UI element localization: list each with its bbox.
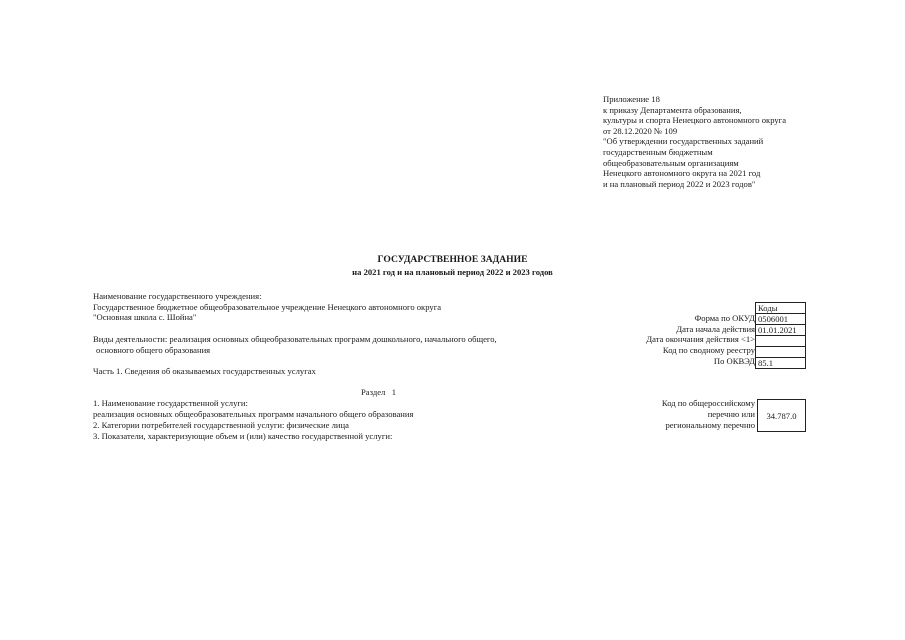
consumer-category: 2. Категории потребителей государственной услуги: физические лица — [93, 420, 349, 430]
start-date-label: Дата начала действия — [676, 324, 755, 334]
codes-header: Коды — [758, 303, 778, 313]
service-code-label-line: региональному перечню — [665, 419, 755, 430]
service-code-label — [662, 398, 755, 430]
okud-label: Форма по ОКУД — [694, 313, 755, 323]
institution-name-short: "Основная школа с. Шойна" — [93, 312, 197, 322]
institution-label: Наименование государственного учреждения: — [93, 291, 262, 301]
appendix-line: культуры и спорта Ненецкого автономного округа — [603, 115, 787, 126]
appendix-line: Приложение 18 — [603, 94, 660, 104]
part-heading: Часть 1. Сведения об оказываемых государственных услугах — [93, 366, 316, 376]
service-code-label-line: перечню или — [707, 408, 755, 419]
appendix-line: "Об утверждении государственных заданий — [603, 136, 764, 147]
service-code-label-line: Код по общероссийскому — [661, 398, 755, 408]
activity-line: Виды деятельности: реализация основных общеобразовательных программ дошкольного, начального общего, — [93, 334, 497, 344]
okved-value: 85.1 — [756, 357, 805, 368]
registry-code-label: Код по сводному реестру — [662, 345, 755, 355]
service-name: реализация основных общеобразовательных программ начального общего образования — [93, 409, 414, 419]
appendix-line: государственным бюджетным — [603, 146, 713, 157]
institution-name: Государственное бюджетное общеобразовательное учреждение Ненецкого автономного округа — [93, 302, 442, 312]
service-name-label: 1. Наименование государственной услуги: — [93, 398, 248, 408]
appendix-line: от 28.12.2020 № 109 — [603, 125, 678, 136]
section-heading: Раздел 1 — [361, 387, 397, 397]
codes-table — [755, 302, 806, 369]
appendix-note — [603, 94, 786, 189]
appendix-line: общеобразовательным организациям — [603, 157, 739, 168]
end-date-value — [756, 335, 805, 346]
appendix-line: и на плановый период 2022 и 2023 годов" — [603, 178, 756, 189]
okud-value: 0506001 — [756, 313, 805, 324]
appendix-line: Ненецкого автономного округа на 2021 год — [603, 168, 761, 179]
okved-label: По ОКВЭД — [713, 356, 755, 366]
document-title: ГОСУДАРСТВЕННОЕ ЗАДАНИЕ — [377, 254, 528, 265]
registry-code-value — [756, 346, 805, 357]
service-code-value: 34.787.0 — [757, 399, 806, 432]
document-subtitle: на 2021 год и на плановый период 2022 и 2023 годов — [352, 267, 553, 277]
start-date-value: 01.01.2021 — [756, 324, 805, 335]
end-date-label: Дата окончания действия <1> — [646, 334, 755, 344]
appendix-line: к приказу Департамента образования, — [603, 104, 742, 115]
activity-line: основного общего образования — [96, 345, 211, 355]
indicators-heading: 3. Показатели, характеризующие объем и (или) качество государственной услуги: — [93, 431, 393, 441]
